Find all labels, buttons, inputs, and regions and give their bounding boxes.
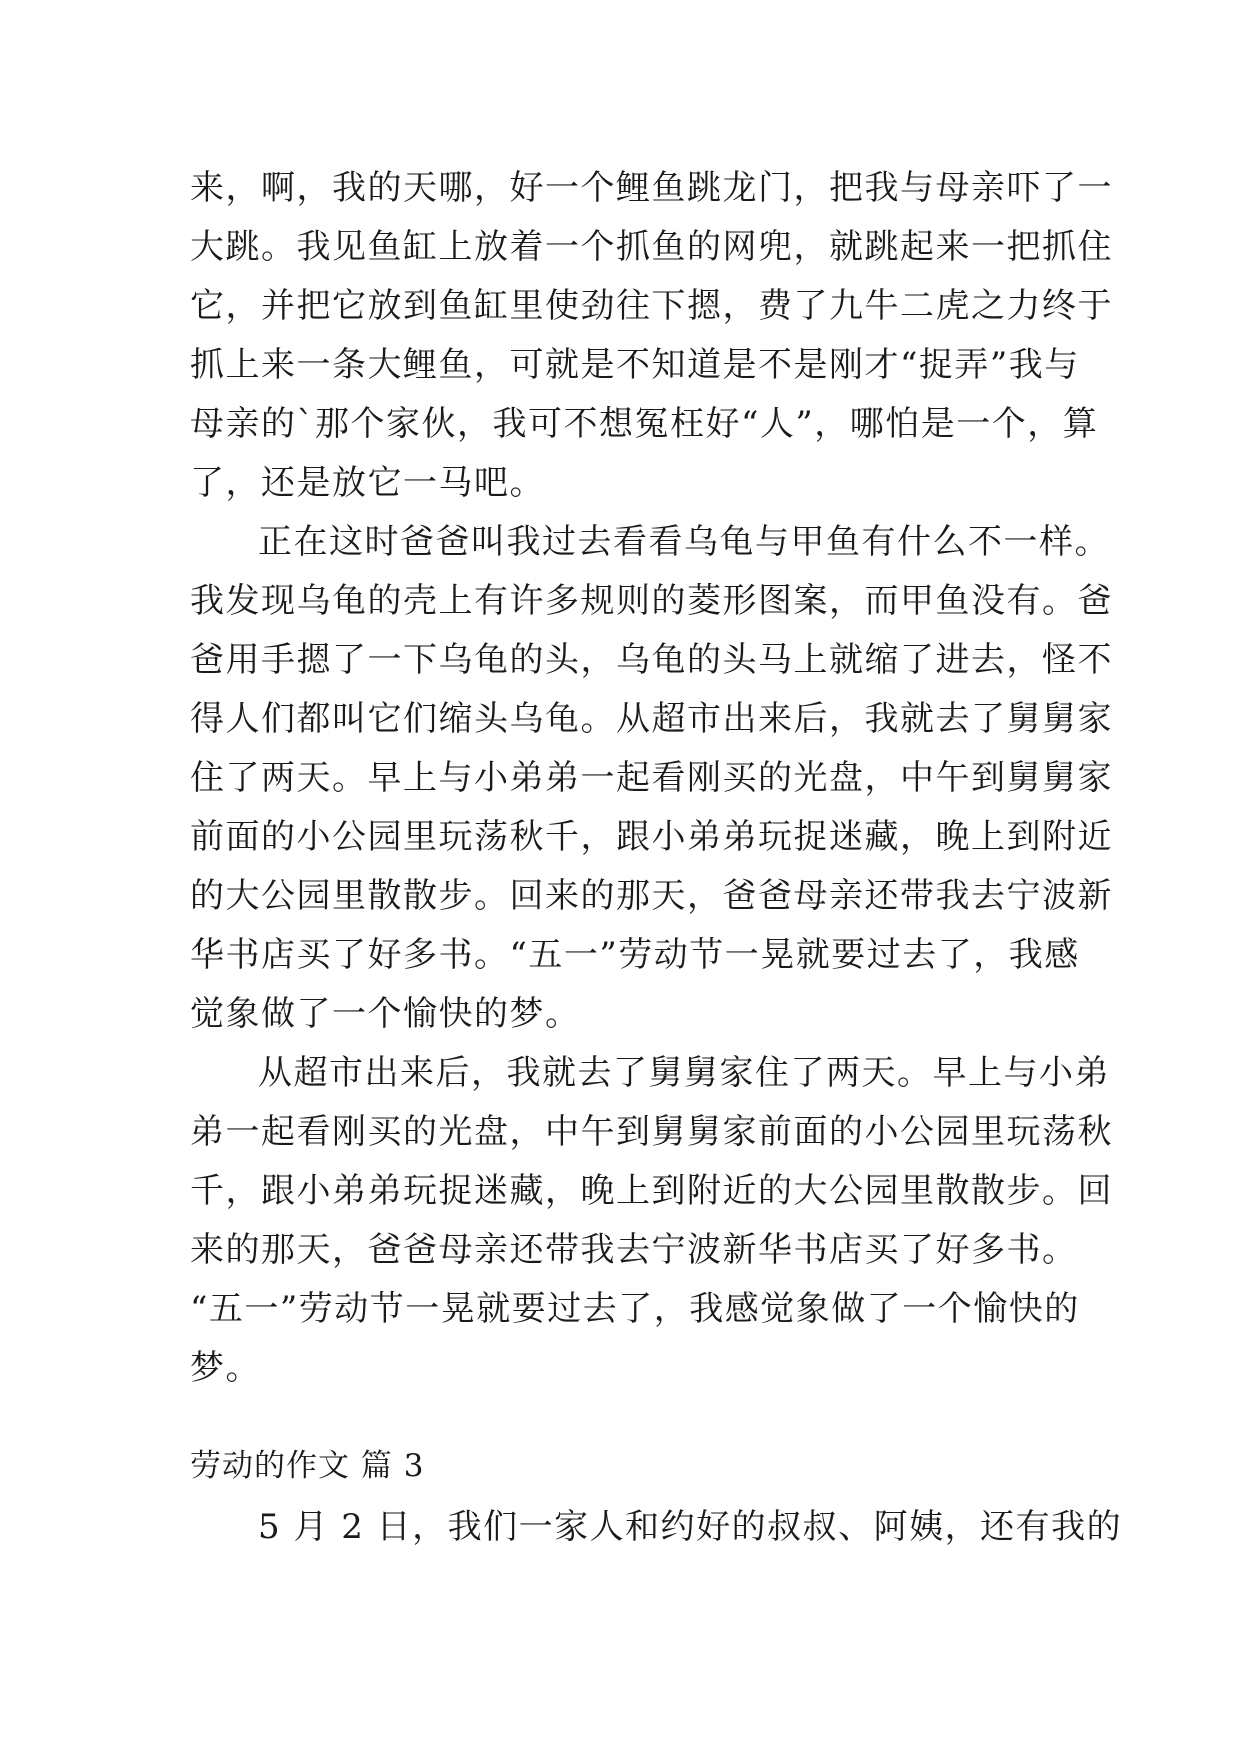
text-line: “五一”劳动节一晃就要过去了，我感觉象做了一个愉快的: [190, 1289, 1080, 1329]
text-line: 从超市出来后，我就去了舅舅家住了两天。早上与小弟: [258, 1053, 1110, 1093]
text-line: 抓上来一条大鲤鱼，可就是不知道是不是刚才“捉弄”我与: [190, 345, 1080, 385]
text-line: 母亲的`那个家伙，我可不想冤枉好“人”，哪怕是一个，算: [190, 404, 1099, 444]
text-line: 它，并把它放到鱼缸里使劲往下摁，费了九牛二虎之力终于: [190, 286, 1113, 326]
text-line: 来的那天，爸爸母亲还带我去宁波新华书店买了好多书。: [190, 1230, 1078, 1270]
text-line: 大跳。我见鱼缸上放着一个抓鱼的网兜，就跳起来一把抓住: [190, 227, 1113, 267]
text-line: 的大公园里散散步。回来的那天，爸爸母亲还带我去宁波新: [190, 876, 1113, 916]
text-line: 弟一起看刚买的光盘，中午到舅舅家前面的小公园里玩荡秋: [190, 1112, 1113, 1152]
text-line: 5 月 2 日，我们一家人和约好的叔叔、阿姨，还有我的: [258, 1507, 1123, 1547]
text-line: 梦。: [190, 1348, 261, 1388]
text-line: 了，还是放它一马吧。: [190, 463, 545, 503]
text-line: 住了两天。早上与小弟弟一起看刚买的光盘，中午到舅舅家: [190, 758, 1113, 798]
section-heading: 劳动的作文 篇 3: [190, 1448, 425, 1484]
text-line: 前面的小公园里玩荡秋千，跟小弟弟玩捉迷藏，晚上到附近: [190, 817, 1113, 857]
text-line: 觉象做了一个愉快的梦。: [190, 994, 581, 1034]
text-line: 来，啊，我的天哪，好一个鲤鱼跳龙门，把我与母亲吓了一: [190, 168, 1113, 208]
text-line: 千，跟小弟弟玩捉迷藏，晚上到附近的大公园里散散步。回: [190, 1171, 1113, 1211]
text-line: 爸用手摁了一下乌龟的头，乌龟的头马上就缩了进去，怪不: [190, 640, 1113, 680]
text-line: 华书店买了好多书。“五一”劳动节一晃就要过去了，我感: [190, 935, 1080, 975]
text-line: 我发现乌龟的壳上有许多规则的菱形图案，而甲鱼没有。爸: [190, 581, 1113, 621]
text-line: 得人们都叫它们缩头乌龟。从超市出来后，我就去了舅舅家: [190, 699, 1113, 739]
text-line: 正在这时爸爸叫我过去看看乌龟与甲鱼有什么不一样。: [258, 522, 1110, 562]
